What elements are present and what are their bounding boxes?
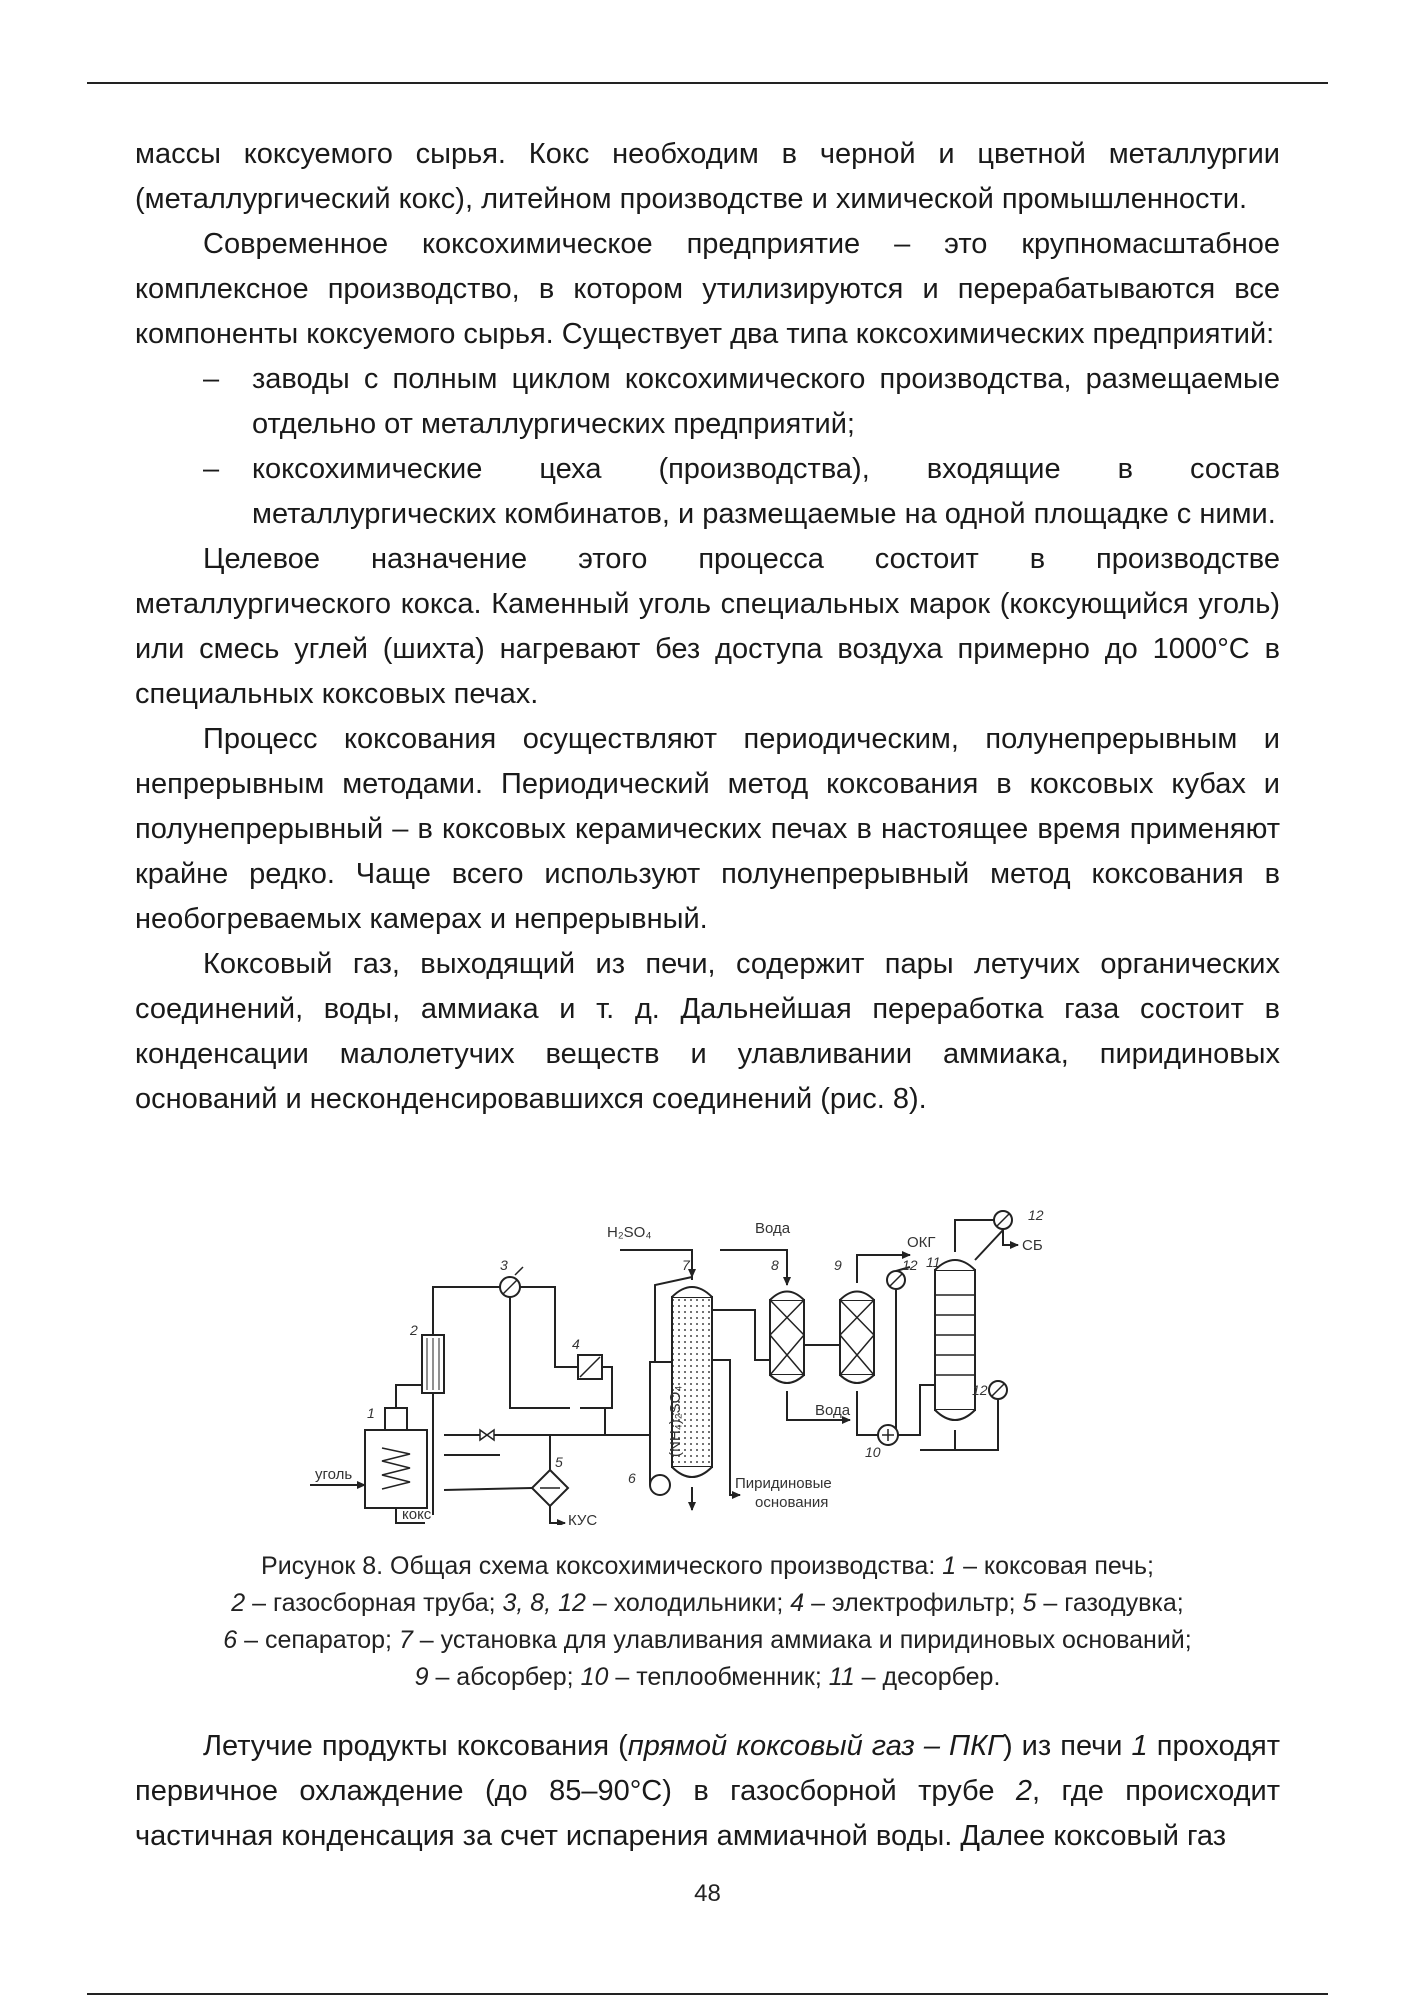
bullet-item-2: [135, 447, 1280, 537]
bullet-dash: –: [203, 453, 220, 485]
caption-part: – теплообменник;: [608, 1663, 829, 1691]
coke-oven: [365, 1408, 427, 1508]
caption-part: – газодувка;: [1036, 1589, 1184, 1617]
label-h2so4: H₂SO₄: [607, 1224, 652, 1241]
desorber: [935, 1260, 975, 1420]
main-text: [135, 132, 1280, 1122]
text-part: проходят первичное охлаждение (до 85–90°С) в газосборной трубе: [135, 1730, 1280, 1807]
valve: [480, 1430, 494, 1440]
num-12b: 12: [1028, 1207, 1044, 1223]
caption-part: Рисунок 8. Общая схема коксохимического производства:: [261, 1552, 943, 1580]
sb-output-line: [1003, 1229, 1018, 1245]
num-7: 7: [682, 1257, 690, 1273]
caption-num: 4: [790, 1589, 805, 1617]
caption-part: – газосборная труба;: [245, 1589, 503, 1617]
bullet-text-2: коксохимические цеха (производства), входящие в состав металлургических комбинатов, и размещаемые на одной площадке с ними.: [252, 453, 1280, 530]
caption-num: 1: [942, 1552, 957, 1580]
paragraph-1: массы коксуемого сырья. Кокс необходим в черной и цветной металлургии (металлургический кокс), литейном производстве и химической промышленности.: [135, 138, 1280, 215]
bullet-item-1: [135, 357, 1280, 447]
num-8: 8: [771, 1257, 779, 1273]
num-11: 11: [926, 1254, 941, 1270]
caption-num: 11: [828, 1663, 855, 1691]
label-ammonium-sulfate: (NH₄)₂SO₄: [667, 1385, 684, 1457]
label-okg: ОКГ: [907, 1234, 936, 1251]
bullet-text-1: заводы с полным циклом коксохимического производства, размещаемые отдельно от металлургических предприятий;: [252, 363, 1280, 440]
text-emphasis: 2: [1015, 1775, 1033, 1807]
gas-main-line: [444, 1408, 605, 1435]
paragraph-4: Процесс коксования осуществляют периодическим, полунепрерывным и непрерывным методами. Периодический метод коксования в коксовых кубах и полунепрерывный – в коксовых керамических печах в настоящее время применяют крайне редко. Чаще всего используют полунепрерывный метод коксования в необогреваемых камерах и непрерывный.: [135, 723, 1280, 935]
caption-num: 7: [398, 1626, 413, 1654]
num-10: 10: [865, 1444, 881, 1460]
absorber: [840, 1292, 874, 1384]
caption-part: – сепаратор;: [237, 1626, 399, 1654]
caption-num: 10: [580, 1663, 609, 1691]
page-number: 48: [694, 1880, 721, 1907]
caption-part: – электрофильтр;: [804, 1589, 1023, 1617]
figure-caption: [135, 1548, 1280, 1696]
label-coal: уголь: [315, 1466, 353, 1483]
caption-part: – коксовая печь;: [956, 1552, 1154, 1580]
condensate-line: [510, 1297, 570, 1408]
num-4: 4: [572, 1336, 580, 1352]
label-pyridine-1: Пиридиновые: [735, 1475, 832, 1492]
caption-num: 9: [414, 1663, 429, 1691]
paragraph-2: Современное коксохимическое предприятие – это крупномасштабное комплексное производство, в котором утилизируются и перерабатываются все компоненты коксуемого сырья. Существует два типа коксохимических предприятий:: [135, 228, 1280, 350]
desorber-reflux-line: [975, 1230, 1003, 1260]
bottom-rule: [87, 1993, 1328, 1995]
bullet-dash: –: [203, 363, 220, 395]
text-part: Летучие продукты коксования (: [203, 1730, 628, 1762]
paragraph-5: Коксовый газ, выходящий из печи, содержит пары летучих органических соединений, воды, аммиака и т. д. Дальнейшая переработка газа состоит в конденсации малолетучих веществ и улавливании аммиака, пиридиновых оснований и несконденсировавшихся соединений (рис. 8).: [135, 948, 1280, 1115]
num-2: 2: [410, 1322, 418, 1338]
desorber-top-line: [955, 1220, 995, 1252]
num-5: 5: [555, 1454, 563, 1470]
caption-num: 2: [231, 1589, 246, 1617]
gas-collecting-pipe: [422, 1335, 444, 1393]
num-1: 1: [367, 1405, 375, 1421]
cooler-column-8: [770, 1292, 804, 1384]
heat-exchanger: [878, 1425, 898, 1445]
label-water-top: Вода: [755, 1220, 791, 1237]
label-sb: СБ: [1022, 1237, 1043, 1254]
text-emphasis: прямой коксовый газ – ПКГ: [627, 1730, 1003, 1762]
paragraph-6: [135, 1724, 1280, 1859]
electrofilter: [578, 1355, 602, 1379]
process-diagram: [310, 1195, 1110, 1525]
cooler-12a-return: [885, 1289, 896, 1435]
label-coke: кокс: [402, 1506, 432, 1523]
num-3: 3: [500, 1257, 508, 1273]
final-text: [135, 1724, 1280, 1859]
exchanger-to-desorber-line: [898, 1385, 935, 1435]
blower-inlet-line: [444, 1488, 532, 1490]
label-water-mid: Вода: [815, 1402, 851, 1419]
pipe-to-cooler-line: [433, 1287, 500, 1335]
num-9: 9: [834, 1257, 842, 1273]
cooler-12a: [887, 1271, 905, 1289]
label-kus: КУС: [568, 1512, 598, 1525]
text-emphasis: 1: [1131, 1730, 1148, 1762]
caption-part: – холодильники;: [585, 1589, 791, 1617]
caption-part: – установка для улавливания аммиака и пиридиновых оснований;: [412, 1626, 1192, 1654]
caption-num: 6: [223, 1626, 238, 1654]
num-6: 6: [628, 1470, 636, 1486]
oven-gas-line: [396, 1385, 425, 1408]
absorber-to-exchanger-line: [857, 1391, 878, 1435]
blower: [532, 1470, 568, 1506]
text-part: , где происходит частичная конденсация за счет испарения аммиачной воды. Далее коксовый газ: [135, 1775, 1280, 1852]
label-pyridine-2: основания: [755, 1494, 829, 1511]
text-part: ) из печи: [1002, 1730, 1132, 1762]
caption-part: – десорбер.: [854, 1663, 1001, 1691]
gas-to-unit7-line: [605, 1362, 672, 1435]
num-12a: 12: [902, 1257, 918, 1273]
cooler-to-filter-line: [520, 1287, 578, 1367]
num-12c: 12: [972, 1382, 988, 1398]
kus-output-line: [550, 1506, 565, 1523]
separator: [650, 1475, 670, 1495]
diagram-svg: [310, 1195, 1110, 1525]
top-rule: [87, 82, 1328, 84]
unit7-to-unit8-line: [712, 1310, 770, 1360]
caption-num: 5: [1022, 1589, 1037, 1617]
paragraph-3: Целевое назначение этого процесса состоит в производстве металлургического кокса. Каменный уголь специальных марок (коксующийся уголь) или смесь углей (шихта) нагревают без доступа воздуха примерно до 1000°С в специальных коксовых печах.: [135, 543, 1280, 710]
caption-part: – абсорбер;: [428, 1663, 581, 1691]
cooler-12c: [989, 1381, 1007, 1399]
caption-num: 3, 8, 12: [502, 1589, 586, 1617]
cooler-12b: [994, 1211, 1012, 1229]
